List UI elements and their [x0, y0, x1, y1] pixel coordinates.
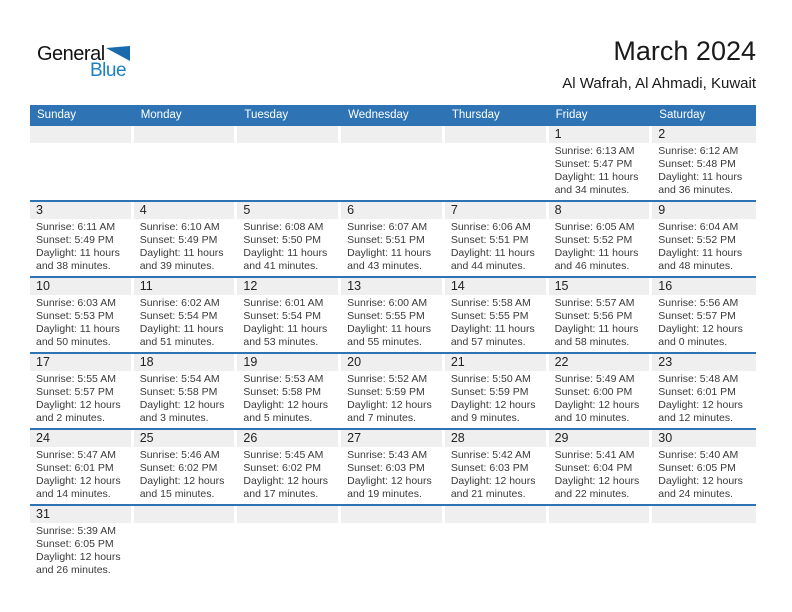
daylight-line1: Daylight: 12 hours	[554, 475, 640, 487]
day-number: 20	[347, 355, 362, 369]
day-number: 13	[347, 279, 362, 293]
calendar-empty-cell	[652, 506, 756, 580]
calendar-day-cell	[134, 354, 238, 428]
sunrise-text: Sunrise: 6:02 AM	[139, 297, 220, 309]
day-details	[652, 447, 756, 504]
day-number-band	[237, 278, 338, 295]
daylight-line2: and 22 minutes.	[554, 488, 630, 500]
sunrise-text: Sunrise: 5:56 AM	[658, 297, 739, 309]
sunrise-text: Sunrise: 5:42 AM	[450, 449, 531, 461]
day-number-band	[549, 354, 650, 371]
day-number-band	[341, 506, 442, 523]
calendar-week-row	[30, 126, 756, 202]
sunset-text: Sunset: 5:56 PM	[554, 310, 633, 322]
day-number-band	[30, 202, 131, 219]
calendar-day-cell	[30, 354, 134, 428]
day-details	[341, 447, 445, 504]
sunrise-text: Sunrise: 6:11 AM	[36, 221, 116, 233]
daylight-line1: Daylight: 12 hours	[36, 399, 121, 411]
logo-text-blue: Blue	[90, 60, 127, 81]
day-details	[549, 447, 653, 504]
sunrise-text: Sunrise: 5:54 AM	[139, 373, 220, 385]
day-number: 9	[658, 203, 666, 217]
sunset-text: Sunset: 5:57 PM	[658, 310, 736, 322]
sunset-text: Sunset: 5:55 PM	[347, 310, 425, 322]
calendar-day-cell	[341, 354, 445, 428]
calendar-day-cell	[134, 430, 238, 504]
daylight-line1: Daylight: 11 hours	[554, 247, 639, 259]
day-details	[341, 219, 445, 276]
daylight-line1: Daylight: 12 hours	[658, 399, 743, 411]
day-number-band	[652, 506, 756, 523]
day-number-band	[237, 506, 338, 523]
daylight-line1: Daylight: 11 hours	[347, 247, 431, 259]
sunset-text: Sunset: 5:51 PM	[450, 234, 529, 246]
daylight-line1: Daylight: 12 hours	[450, 399, 536, 411]
sunrise-text: Sunrise: 6:00 AM	[347, 297, 428, 309]
sunrise-text: Sunrise: 6:05 AM	[554, 221, 635, 233]
calendar-day-cell	[341, 430, 445, 504]
calendar-day-cell	[341, 278, 445, 352]
day-details	[549, 143, 653, 200]
sunset-text: Sunset: 5:51 PM	[347, 234, 425, 246]
sunset-text: Sunset: 5:59 PM	[347, 386, 425, 398]
calendar-day-cell	[445, 202, 549, 276]
sunrise-text: Sunrise: 5:47 AM	[36, 449, 116, 461]
weekday-header-sunday: Sunday	[37, 109, 77, 121]
day-number: 26	[243, 431, 258, 445]
day-number-band	[549, 126, 650, 143]
sunset-text: Sunset: 6:00 PM	[554, 386, 633, 398]
day-details	[134, 447, 238, 504]
daylight-line1: Daylight: 12 hours	[554, 399, 640, 411]
calendar-day-cell	[652, 278, 756, 352]
day-number: 7	[450, 203, 458, 217]
weekday-header-tuesday: Tuesday	[244, 109, 289, 121]
day-number: 24	[36, 431, 50, 445]
sunrise-text: Sunrise: 5:39 AM	[36, 525, 116, 537]
day-details	[134, 219, 238, 276]
day-number: 1	[554, 127, 562, 141]
sunrise-text: Sunrise: 6:12 AM	[658, 145, 739, 157]
daylight-line1: Daylight: 12 hours	[243, 475, 329, 487]
daylight-line1: Daylight: 11 hours	[554, 323, 639, 335]
sunset-text: Sunset: 6:04 PM	[554, 462, 633, 474]
day-number: 30	[658, 431, 673, 445]
day-details	[652, 371, 756, 428]
day-number-band	[341, 278, 442, 295]
day-number: 18	[139, 355, 154, 369]
calendar-day-cell	[134, 278, 238, 352]
calendar-week-row	[30, 354, 756, 430]
calendar-day-cell	[445, 354, 549, 428]
daylight-line1: Daylight: 12 hours	[243, 399, 329, 411]
sunset-text: Sunset: 6:03 PM	[450, 462, 529, 474]
sunset-text: Sunset: 5:57 PM	[36, 386, 114, 398]
daylight-line2: and 9 minutes.	[450, 412, 520, 424]
daylight-line1: Daylight: 11 hours	[450, 247, 535, 259]
calendar-day-cell	[134, 202, 238, 276]
daylight-line2: and 15 minutes.	[139, 488, 215, 500]
daylight-line2: and 5 minutes.	[243, 412, 313, 424]
day-details	[445, 371, 549, 428]
sunrise-text: Sunrise: 5:57 AM	[554, 297, 635, 309]
daylight-line2: and 0 minutes.	[658, 336, 728, 348]
day-number-band	[445, 354, 546, 371]
daylight-line2: and 57 minutes.	[450, 336, 526, 348]
sunset-text: Sunset: 5:49 PM	[139, 234, 218, 246]
day-number: 23	[658, 355, 673, 369]
daylight-line2: and 7 minutes.	[347, 412, 417, 424]
calendar-day-cell	[549, 126, 653, 200]
day-number-band	[445, 506, 546, 523]
weekday-header-row	[30, 105, 756, 126]
sunset-text: Sunset: 6:05 PM	[36, 538, 114, 550]
sunset-text: Sunset: 5:52 PM	[658, 234, 736, 246]
day-details	[134, 295, 238, 352]
calendar-day-cell	[237, 354, 341, 428]
day-number-band	[652, 202, 756, 219]
day-details	[237, 295, 341, 352]
daylight-line1: Daylight: 12 hours	[36, 475, 121, 487]
day-number: 17	[36, 355, 50, 369]
day-number-band	[134, 354, 235, 371]
logo-text-general: General	[37, 43, 105, 65]
sunset-text: Sunset: 5:54 PM	[139, 310, 218, 322]
weekday-header-monday: Monday	[140, 109, 182, 121]
day-details	[549, 371, 653, 428]
day-details	[30, 447, 134, 504]
day-details	[134, 371, 238, 428]
calendar-empty-cell	[237, 506, 341, 580]
day-number: 21	[450, 355, 465, 369]
daylight-line1: Daylight: 11 hours	[554, 171, 639, 183]
sunrise-text: Sunrise: 5:41 AM	[554, 449, 635, 461]
day-number-band	[445, 278, 546, 295]
daylight-line1: Daylight: 12 hours	[450, 475, 536, 487]
daylight-line2: and 3 minutes.	[139, 412, 209, 424]
sunrise-text: Sunrise: 6:04 AM	[658, 221, 739, 233]
calendar-day-cell	[549, 354, 653, 428]
sunrise-text: Sunrise: 5:52 AM	[347, 373, 428, 385]
calendar-week-row	[30, 202, 756, 278]
daylight-line1: Daylight: 11 hours	[450, 323, 535, 335]
daylight-line2: and 46 minutes.	[554, 260, 630, 272]
day-number: 10	[36, 279, 50, 293]
calendar-empty-cell	[445, 506, 549, 580]
sunrise-text: Sunrise: 5:50 AM	[450, 373, 531, 385]
day-number-band	[549, 278, 650, 295]
calendar-day-cell	[445, 278, 549, 352]
calendar-day-cell	[549, 278, 653, 352]
day-details	[445, 295, 549, 352]
day-number-band	[445, 202, 546, 219]
day-number-band	[30, 278, 131, 295]
day-number-band	[30, 506, 131, 523]
daylight-line2: and 24 minutes.	[658, 488, 733, 500]
sunrise-text: Sunrise: 5:49 AM	[554, 373, 635, 385]
daylight-line1: Daylight: 11 hours	[139, 247, 224, 259]
day-details	[30, 295, 134, 352]
sunset-text: Sunset: 6:02 PM	[139, 462, 218, 474]
day-number-band	[134, 506, 235, 523]
day-number: 11	[139, 279, 153, 293]
sunset-text: Sunset: 5:58 PM	[243, 386, 322, 398]
day-number: 14	[450, 279, 465, 293]
daylight-line2: and 43 minutes.	[347, 260, 422, 272]
calendar-day-cell	[30, 202, 134, 276]
daylight-line1: Daylight: 11 hours	[243, 247, 328, 259]
day-number-band	[341, 202, 442, 219]
daylight-line2: and 39 minutes.	[139, 260, 215, 272]
sunset-text: Sunset: 5:53 PM	[36, 310, 114, 322]
daylight-line2: and 10 minutes.	[554, 412, 630, 424]
daylight-line2: and 2 minutes.	[36, 412, 105, 424]
sunset-text: Sunset: 5:52 PM	[554, 234, 633, 246]
sunrise-text: Sunrise: 6:07 AM	[347, 221, 428, 233]
day-number: 2	[658, 127, 666, 141]
daylight-line1: Daylight: 12 hours	[139, 475, 225, 487]
general-blue-logo	[37, 44, 130, 80]
calendar-day-cell	[237, 430, 341, 504]
calendar-day-cell	[549, 202, 653, 276]
daylight-line2: and 38 minutes.	[36, 260, 111, 272]
day-details	[30, 219, 134, 276]
sunrise-text: Sunrise: 5:40 AM	[658, 449, 739, 461]
calendar-day-cell	[445, 430, 549, 504]
day-number-band	[549, 202, 650, 219]
calendar-empty-cell	[341, 126, 445, 200]
sunset-text: Sunset: 5:59 PM	[450, 386, 529, 398]
calendar-week-row	[30, 430, 756, 506]
sunrise-text: Sunrise: 5:48 AM	[658, 373, 739, 385]
day-number: 28	[450, 431, 465, 445]
calendar-day-cell	[30, 430, 134, 504]
sunrise-text: Sunrise: 6:08 AM	[243, 221, 324, 233]
calendar-table	[30, 105, 756, 580]
day-number: 29	[554, 431, 569, 445]
sunrise-text: Sunrise: 6:10 AM	[139, 221, 220, 233]
daylight-line2: and 58 minutes.	[554, 336, 630, 348]
daylight-line1: Daylight: 12 hours	[658, 323, 743, 335]
day-number-band	[134, 202, 235, 219]
sunrise-text: Sunrise: 5:55 AM	[36, 373, 116, 385]
calendar-day-cell	[30, 506, 134, 580]
daylight-line1: Daylight: 11 hours	[139, 323, 224, 335]
day-details	[445, 447, 549, 504]
day-number-band	[549, 430, 650, 447]
daylight-line2: and 19 minutes.	[347, 488, 422, 500]
daylight-line2: and 34 minutes.	[554, 184, 630, 196]
day-number-band	[30, 354, 131, 371]
day-number-band	[341, 126, 442, 143]
daylight-line1: Daylight: 11 hours	[347, 323, 431, 335]
sunset-text: Sunset: 5:49 PM	[36, 234, 114, 246]
day-number-band	[237, 354, 338, 371]
weekday-header-friday: Friday	[555, 109, 588, 121]
daylight-line1: Daylight: 11 hours	[658, 247, 743, 259]
day-number-band	[341, 430, 442, 447]
day-details	[341, 295, 445, 352]
daylight-line1: Daylight: 12 hours	[36, 551, 121, 563]
daylight-line2: and 41 minutes.	[243, 260, 319, 272]
sunset-text: Sunset: 6:03 PM	[347, 462, 425, 474]
daylight-line2: and 53 minutes.	[243, 336, 319, 348]
day-details	[341, 371, 445, 428]
sunrise-text: Sunrise: 6:01 AM	[243, 297, 324, 309]
weekday-header-wednesday: Wednesday	[348, 109, 409, 121]
daylight-line2: and 44 minutes.	[450, 260, 526, 272]
day-number-band	[30, 430, 131, 447]
day-details	[652, 219, 756, 276]
calendar-empty-cell	[134, 126, 238, 200]
daylight-line1: Daylight: 12 hours	[139, 399, 225, 411]
daylight-line2: and 55 minutes.	[347, 336, 422, 348]
day-number-band	[237, 202, 338, 219]
sunset-text: Sunset: 5:58 PM	[139, 386, 218, 398]
daylight-line1: Daylight: 11 hours	[243, 323, 328, 335]
page-title: March 2024	[613, 36, 756, 66]
sunrise-text: Sunrise: 5:53 AM	[243, 373, 324, 385]
calendar-empty-cell	[445, 126, 549, 200]
sunset-text: Sunset: 5:48 PM	[658, 158, 736, 170]
day-details	[30, 523, 134, 580]
sunrise-text: Sunrise: 6:13 AM	[554, 145, 635, 157]
sunset-text: Sunset: 5:50 PM	[243, 234, 322, 246]
sunrise-text: Sunrise: 6:03 AM	[36, 297, 116, 309]
calendar-day-cell	[30, 278, 134, 352]
day-number: 12	[243, 279, 258, 293]
calendar-empty-cell	[134, 506, 238, 580]
day-number: 19	[243, 355, 258, 369]
day-number-band	[549, 506, 650, 523]
day-details	[652, 143, 756, 200]
day-number-band	[652, 430, 756, 447]
calendar-weeks	[30, 126, 756, 580]
calendar-day-cell	[652, 430, 756, 504]
sunset-text: Sunset: 5:55 PM	[450, 310, 529, 322]
daylight-line2: and 50 minutes.	[36, 336, 111, 348]
weekday-header-thursday: Thursday	[451, 109, 500, 121]
day-number-band	[445, 430, 546, 447]
daylight-line2: and 26 minutes.	[36, 564, 111, 576]
day-details	[445, 219, 549, 276]
day-details	[549, 219, 653, 276]
calendar-empty-cell	[30, 126, 134, 200]
daylight-line2: and 14 minutes.	[36, 488, 111, 500]
day-number-band	[30, 126, 131, 143]
day-number-band	[341, 354, 442, 371]
calendar-empty-cell	[549, 506, 653, 580]
header-titles	[562, 36, 756, 92]
day-number-band	[652, 278, 756, 295]
sunset-text: Sunset: 5:54 PM	[243, 310, 322, 322]
day-number-band	[652, 354, 756, 371]
sunset-text: Sunset: 6:05 PM	[658, 462, 736, 474]
daylight-line2: and 48 minutes.	[658, 260, 733, 272]
daylight-line1: Daylight: 12 hours	[658, 475, 743, 487]
day-details	[30, 371, 134, 428]
day-number-band	[652, 126, 756, 143]
sunset-text: Sunset: 6:02 PM	[243, 462, 322, 474]
daylight-line1: Daylight: 12 hours	[347, 399, 432, 411]
weekday-header-saturday: Saturday	[659, 109, 706, 121]
calendar-day-cell	[237, 202, 341, 276]
day-number: 27	[347, 431, 362, 445]
sunrise-text: Sunrise: 5:45 AM	[243, 449, 324, 461]
day-number: 3	[36, 203, 43, 217]
day-number: 4	[139, 203, 147, 217]
day-details	[549, 295, 653, 352]
sunrise-text: Sunrise: 5:58 AM	[450, 297, 531, 309]
sunrise-text: Sunrise: 5:46 AM	[139, 449, 220, 461]
page-subtitle: Al Wafrah, Al Ahmadi, Kuwait	[562, 75, 756, 92]
day-number: 22	[554, 355, 569, 369]
day-number: 8	[554, 203, 562, 217]
daylight-line2: and 21 minutes.	[450, 488, 526, 500]
calendar-day-cell	[652, 202, 756, 276]
sunset-text: Sunset: 6:01 PM	[658, 386, 736, 398]
day-details	[652, 295, 756, 352]
day-number-band	[445, 126, 546, 143]
day-details	[237, 219, 341, 276]
daylight-line2: and 12 minutes.	[658, 412, 733, 424]
calendar-week-row	[30, 278, 756, 354]
daylight-line1: Daylight: 11 hours	[658, 171, 743, 183]
calendar-day-cell	[341, 202, 445, 276]
day-number-band	[134, 126, 235, 143]
day-number: 5	[243, 203, 251, 217]
daylight-line2: and 51 minutes.	[139, 336, 215, 348]
day-number: 15	[554, 279, 569, 293]
day-number: 31	[36, 507, 50, 521]
day-number: 6	[347, 203, 355, 217]
day-number: 16	[658, 279, 673, 293]
day-details	[237, 371, 341, 428]
calendar-week-row	[30, 506, 756, 580]
calendar-day-cell	[652, 354, 756, 428]
day-number-band	[134, 430, 235, 447]
calendar-empty-cell	[237, 126, 341, 200]
sunset-text: Sunset: 6:01 PM	[36, 462, 114, 474]
calendar-day-cell	[652, 126, 756, 200]
day-number: 25	[139, 431, 154, 445]
calendar-day-cell	[237, 278, 341, 352]
daylight-line1: Daylight: 11 hours	[36, 247, 120, 259]
calendar-day-cell	[549, 430, 653, 504]
daylight-line2: and 36 minutes.	[658, 184, 733, 196]
sunrise-text: Sunrise: 6:06 AM	[450, 221, 531, 233]
daylight-line2: and 17 minutes.	[243, 488, 319, 500]
day-number-band	[134, 278, 235, 295]
daylight-line1: Daylight: 12 hours	[347, 475, 432, 487]
day-details	[237, 447, 341, 504]
sunset-text: Sunset: 5:47 PM	[554, 158, 633, 170]
sunrise-text: Sunrise: 5:43 AM	[347, 449, 428, 461]
day-number-band	[237, 430, 338, 447]
daylight-line1: Daylight: 11 hours	[36, 323, 120, 335]
day-number-band	[237, 126, 338, 143]
calendar-empty-cell	[341, 506, 445, 580]
